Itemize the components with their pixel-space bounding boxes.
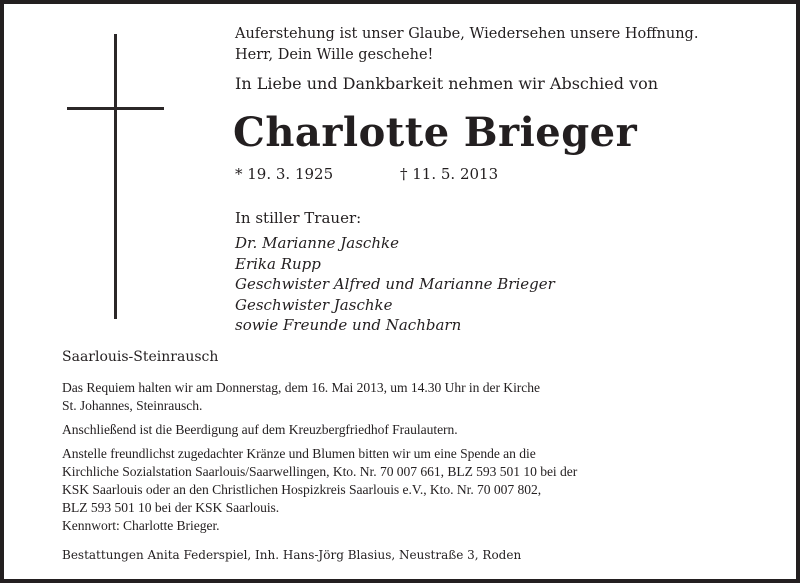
mourners-list	[235, 233, 555, 336]
deceased-name	[233, 108, 637, 158]
death-date: † 11. 5. 2013	[400, 165, 499, 183]
cross-vertical-beam	[114, 34, 117, 319]
mourner: Geschwister Alfred und Marianne Brieger	[235, 275, 555, 293]
life-dates	[235, 164, 499, 184]
undertaker-info: Bestattungen Anita Federspiel, Inh. Hans-Jörg Blasius, Neustraße 3, Roden	[62, 548, 522, 562]
donation-line: Kirchliche Sozialstation Saarlouis/Saarwellingen, Kto. Nr. 70 007 661, BLZ 593 501 10 bei der	[62, 464, 578, 479]
cross-horizontal-beam	[67, 107, 164, 110]
donation-info	[62, 445, 577, 535]
mourner: Geschwister Jaschke	[235, 295, 393, 314]
requiem-info	[62, 379, 540, 415]
motto-line: Auferstehung ist unser Glaube, Wiedersehen unsere Hoffnung.	[235, 26, 699, 42]
requiem-line: Das Requiem halten wir am Donnerstag, dem 16. Mai 2013, um 14.30 Uhr in der Kirche	[62, 380, 540, 395]
place: Saarlouis-Steinrausch	[62, 349, 219, 365]
mourner: Dr. Marianne Jaschke	[235, 234, 399, 252]
requiem-line: St. Johannes, Steinrausch.	[62, 398, 203, 413]
motto-line: Herr, Dein Wille geschehe!	[235, 47, 434, 63]
birth-date: * 19. 3. 1925	[235, 165, 334, 183]
first-name: Charlotte	[233, 109, 450, 156]
intro-text: In Liebe und Dankbarkeit nehmen wir Abschied von	[235, 74, 659, 93]
donation-line: KSK Saarlouis oder an den Christlichen Hospizkreis Saarlouis e.V., Kto. Nr. 70 007 802,	[62, 482, 542, 497]
donation-line: Anstelle freundlichst zugedachter Kränze und Blumen bitten wir um eine Spende an die	[62, 446, 536, 461]
mourners-heading: In stiller Trauer:	[235, 209, 362, 227]
burial-info: Anschließend ist die Beerdigung auf dem Kreuzbergfriedhof Fraulautern.	[62, 422, 458, 437]
donation-line: Kennwort: Charlotte Brieger.	[62, 518, 220, 533]
mourner: Erika Rupp	[235, 254, 321, 273]
motto	[235, 24, 698, 66]
donation-line: BLZ 593 501 10 bei der KSK Saarlouis.	[62, 500, 280, 515]
last-name: Brieger	[463, 109, 638, 156]
mourner: sowie Freunde und Nachbarn	[235, 316, 462, 334]
